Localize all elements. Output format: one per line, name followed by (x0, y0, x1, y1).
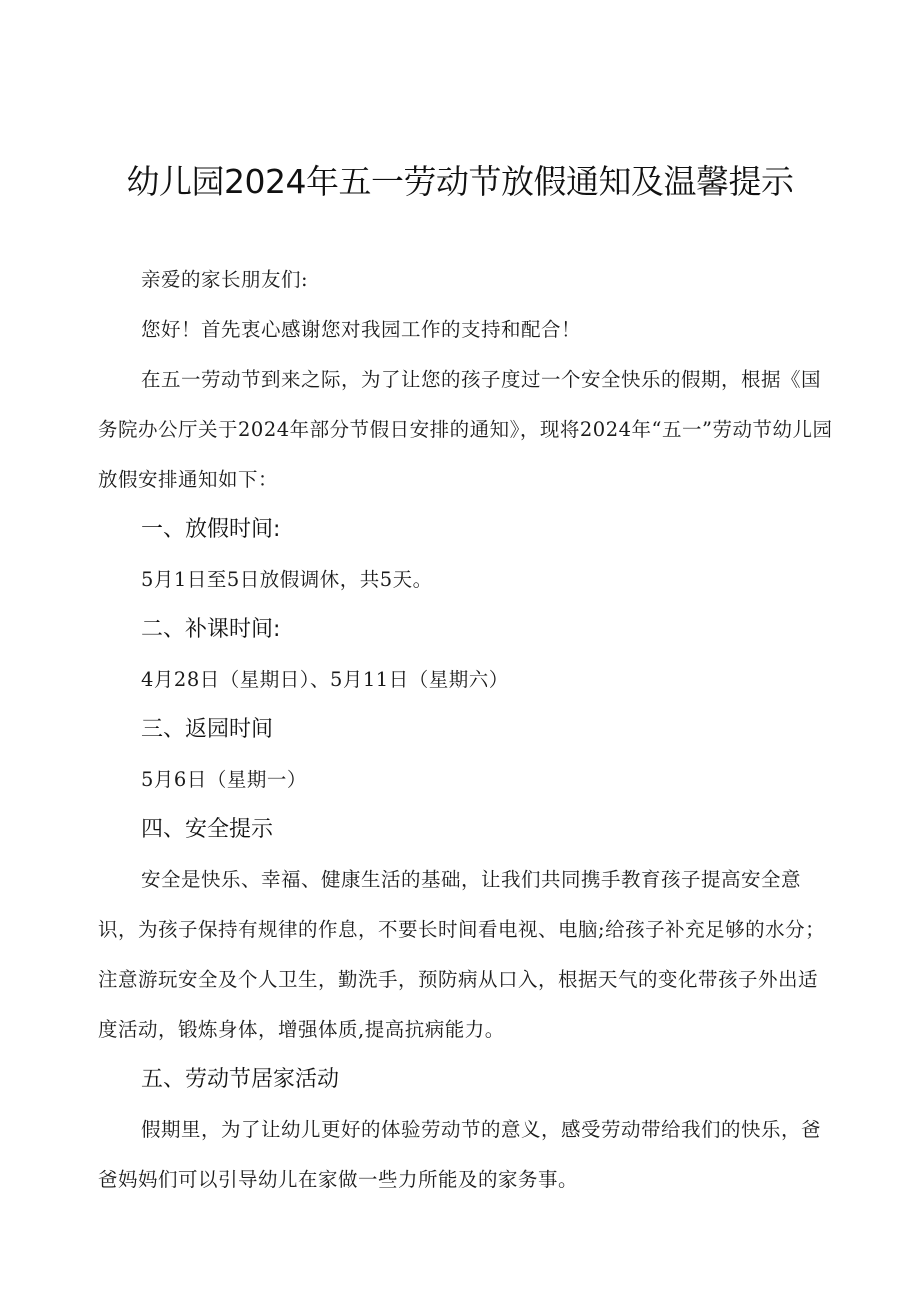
section-heading-makeup-class: 二、补课时间: (141, 617, 281, 642)
section-body-return-date: 5月6日（星期一） (141, 768, 307, 791)
thanks-paragraph: 您好！首先衷心感谢您对我园工作的支持和配合！ (141, 318, 582, 341)
section-heading-holiday-time: 一、放假时间: (141, 517, 281, 542)
section-body-holiday-time: 5月1日至5日放假调休，共5天。 (141, 568, 433, 591)
notice-body (98, 255, 834, 1205)
section-body-safety-tips: 安全是快乐、幸福、健康生活的基础，让我们共同携手教育孩子提高安全意识，为孩子保持有规律的作息，不要长时间看电视、电脑;给孩子补充足够的水分；注意游玩安全及个人卫生，勤洗手，预防病从口入，根据天气的变化带孩子外出适度活动，锻炼身体，增强体质,提高抗病能力。 (98, 868, 826, 1041)
intro-paragraph: 在五一劳动节到来之际，为了让您的孩子度过一个安全快乐的假期，根据《国务院办公厅关于2024年部分节假日安排的通知》，现将2024年“五一”劳动节幼儿园放假安排通知如下： (98, 368, 833, 491)
section-body-makeup-class: 4月28日（星期日）、5月11日（星期六） (141, 668, 509, 691)
greeting: 亲爱的家长朋友们: (141, 268, 309, 291)
page-title: 幼儿园2024年五一劳动节放假通知及温馨提示 (126, 162, 794, 201)
section-body-home-activities: 假期里，为了让幼儿更好的体验劳动节的意义，感受劳动带给我们的快乐，爸爸妈妈们可以引导幼儿在家做一些力所能及的家务事。 (98, 1118, 822, 1191)
section-heading-home-activities: 五、劳动节居家活动 (141, 1067, 340, 1092)
section-heading-return-date: 三、返园时间 (141, 717, 274, 742)
section-heading-safety-tips: 四、安全提示 (141, 817, 274, 842)
